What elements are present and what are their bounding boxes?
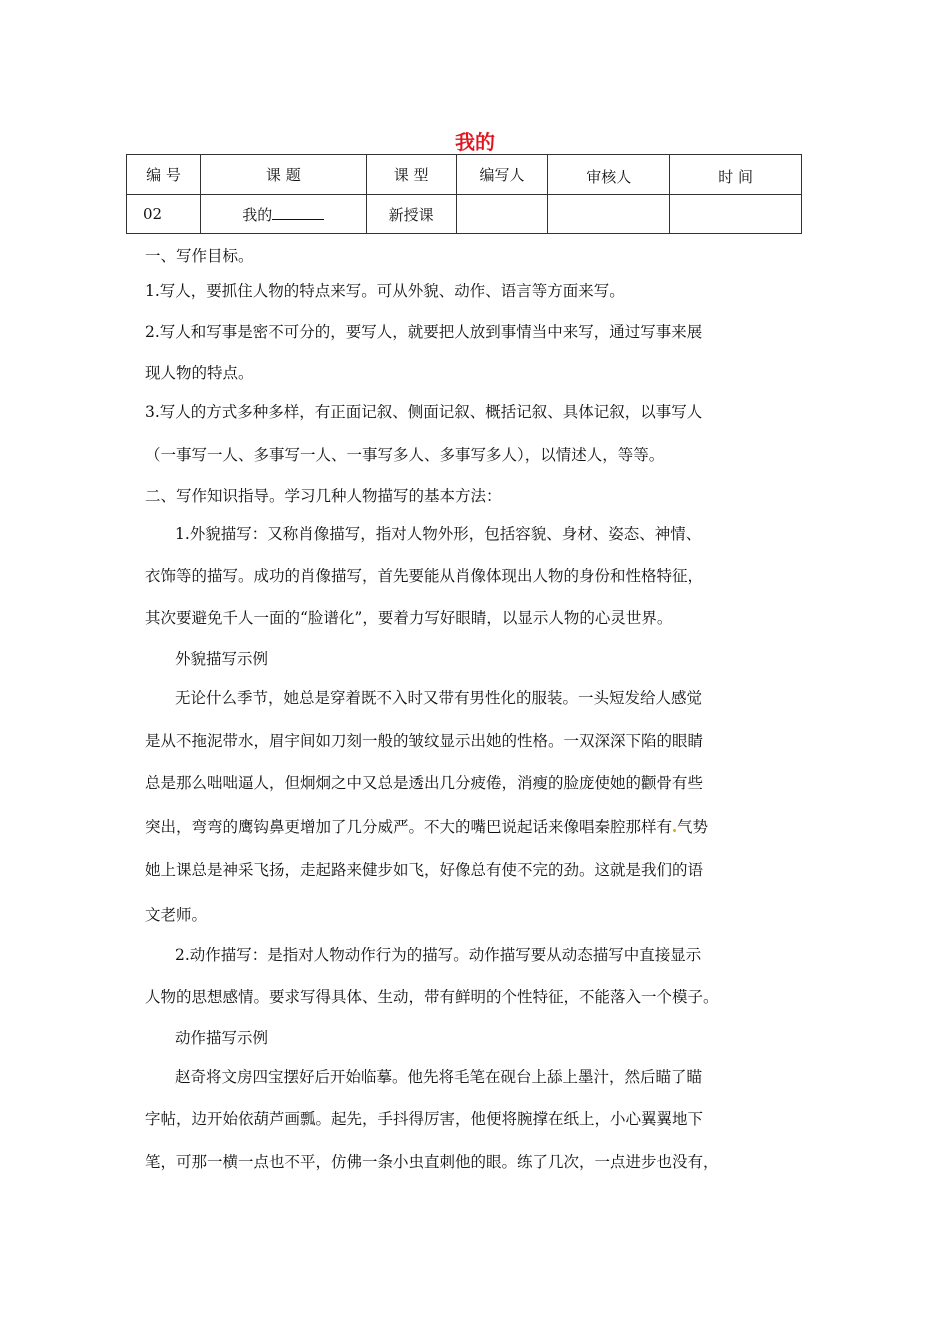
header-time: 时 间 [670, 155, 802, 195]
goal-2-line-1: 2.写人和写事是密不可分的，要写人，就要把人放到事情当中来写，通过写事来展 [145, 323, 703, 341]
example1-line-6: 文老师。 [145, 906, 208, 924]
example1-line-4-tail: 气势 [677, 818, 709, 836]
action-example-heading: 动作描写示例 [175, 1029, 269, 1047]
example1-line-5: 她上课总是神采飞扬，走起路来健步如飞，好像总有使不完的劲。这就是我们的语 [145, 861, 704, 879]
example2-line-2: 字帖，边开始依葫芦画瓢。起先，手抖得厉害，他便将腕撑在纸上，小心翼翼地下 [145, 1110, 704, 1128]
example2-line-3: 笔，可那一横一点也不平，仿佛一条小虫直刺他的眼。练了几次，一点进步也没有， [145, 1153, 719, 1171]
cell-topic [200, 195, 366, 234]
stray-dot [673, 829, 676, 832]
appearance-line-3: 其次要避免千人一面的“脸谱化”，要着力写好眼睛，以显示人物的心灵世界。 [145, 609, 673, 627]
appearance-line-1: 1.外貌描写：又称肖像描写，指对人物外形，包括容貌、身材、姿态、神情、 [175, 525, 702, 543]
cell-writer [456, 195, 548, 234]
cell-time [670, 195, 802, 234]
goal-3-line-1: 3.写人的方式多种多样，有正面记叙、侧面记叙、概括记叙、具体记叙，以事写人 [145, 403, 703, 421]
cell-reviewer [548, 195, 670, 234]
example1-line-3: 总是那么咄咄逼人，但炯炯之中又总是透出几分疲倦，消瘦的脸庞使她的颧骨有些 [145, 774, 704, 792]
header-topic: 课 题 [200, 155, 366, 195]
section-heading-2: 二、写作知识指导。学习几种人物描写的基本方法： [145, 487, 502, 505]
topic-text: 我的 [242, 205, 273, 224]
action-line-1: 2.动作描写：是指对人物动作行为的描写。动作描写要从动态描写中直接显示 [175, 946, 702, 964]
action-line-2: 人物的思想感情。要求写得具体、生动，带有鲜明的个性特征，不能落入一个模子。 [145, 988, 719, 1006]
header-type: 课 型 [366, 155, 456, 195]
goal-2-line-2: 现人物的特点。 [145, 364, 254, 382]
cell-type: 新授课 [366, 195, 456, 234]
goal-3-line-2: （一事写一人、多事写一人、一事写多人、多事写多人），以情述人，等等。 [145, 446, 665, 464]
example1-line-2: 是从不拖泥带水，眉宇间如刀刻一般的皱纹显示出她的性格。一双深深下陷的眼睛 [145, 732, 704, 750]
example1-line-1: 无论什么季节，她总是穿着既不入时又带有男性化的服装。一头短发给人感觉 [175, 689, 703, 707]
example1-line-4-text: 突出，弯弯的鹰钩鼻更增加了几分威严。不大的嘴巴说起话来像唱秦腔那样有 [145, 818, 673, 836]
header-writer: 编写人 [456, 155, 548, 195]
appearance-line-2: 衣饰等的描写。成功的肖像描写，首先要能从肖像体现出人物的身份和性格特征， [145, 567, 704, 585]
table-header-row [127, 155, 802, 195]
example2-line-1: 赵奇将文房四宝摆好后开始临摹。他先将毛笔在砚台上舔上墨汁，然后瞄了瞄 [175, 1068, 703, 1086]
table-row [127, 195, 802, 234]
section-heading-1: 一、写作目标。 [145, 247, 254, 265]
header-reviewer: 审核人 [548, 155, 670, 195]
goal-1: 1.写人，要抓住人物的特点来写。可从外貌、动作、语言等方面来写。 [145, 282, 625, 300]
appearance-example-heading: 外貌描写示例 [175, 650, 269, 668]
header-number: 编 号 [127, 155, 201, 195]
page-title: 我的 [455, 130, 495, 154]
topic-blank [272, 205, 324, 220]
example1-line-4 [145, 815, 708, 837]
cell-number: 02 [127, 195, 201, 234]
header-table [126, 154, 802, 234]
